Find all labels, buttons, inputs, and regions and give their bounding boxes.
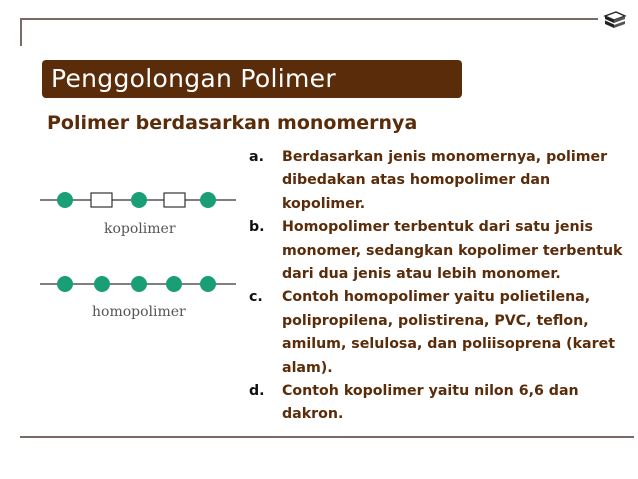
monomer-box xyxy=(91,193,112,207)
list-item xyxy=(249,380,634,427)
monomer-bead xyxy=(200,192,216,208)
list-item-text: Homopolimer terbentuk dari satu jenis monomer, sedangkan kopolimer terbentuk dari dua jenis atau lebih monomer. xyxy=(282,219,623,283)
monomer-bead xyxy=(57,192,73,208)
monomer-bead xyxy=(166,276,182,292)
polymer-diagram xyxy=(40,180,240,325)
slide-title: Penggolongan Polimer xyxy=(51,64,336,93)
list-marker: c. xyxy=(249,289,263,306)
monomer-bead xyxy=(57,276,73,292)
monomer-bead xyxy=(200,276,216,292)
monomer-box xyxy=(164,193,185,207)
list-marker: a. xyxy=(249,149,264,165)
list-item-text: Contoh homopolimer yaitu polietilena, polipropilena, polistirena, PVC, teflon, amilum, selulosa, dan poliisoprena (karet alam). xyxy=(282,289,616,376)
homopolimer-label: homopolimer xyxy=(92,304,186,320)
list-item-text: Contoh kopolimer yaitu nilon 6,6 dan dakron. xyxy=(282,383,579,423)
title-bar xyxy=(42,60,462,98)
list-item xyxy=(249,216,634,286)
list-marker: b. xyxy=(249,219,265,236)
definition-list xyxy=(249,146,634,427)
monomer-bead xyxy=(131,276,147,292)
top-rule xyxy=(20,18,598,20)
slide-subtitle: Polimer berdasarkan monomernya xyxy=(47,112,418,134)
list-item xyxy=(249,146,634,216)
monomer-bead xyxy=(94,276,110,292)
list-marker: d. xyxy=(249,383,265,400)
kopolimer-label: kopolimer xyxy=(104,221,176,237)
left-tick xyxy=(20,18,22,46)
list-item xyxy=(249,286,634,380)
book-stack-icon xyxy=(602,10,628,32)
monomer-bead xyxy=(131,192,147,208)
list-item-text: Berdasarkan jenis monomernya, polimer dibedakan atas homopolimer dan kopolimer. xyxy=(282,149,608,212)
bottom-rule xyxy=(20,436,634,438)
